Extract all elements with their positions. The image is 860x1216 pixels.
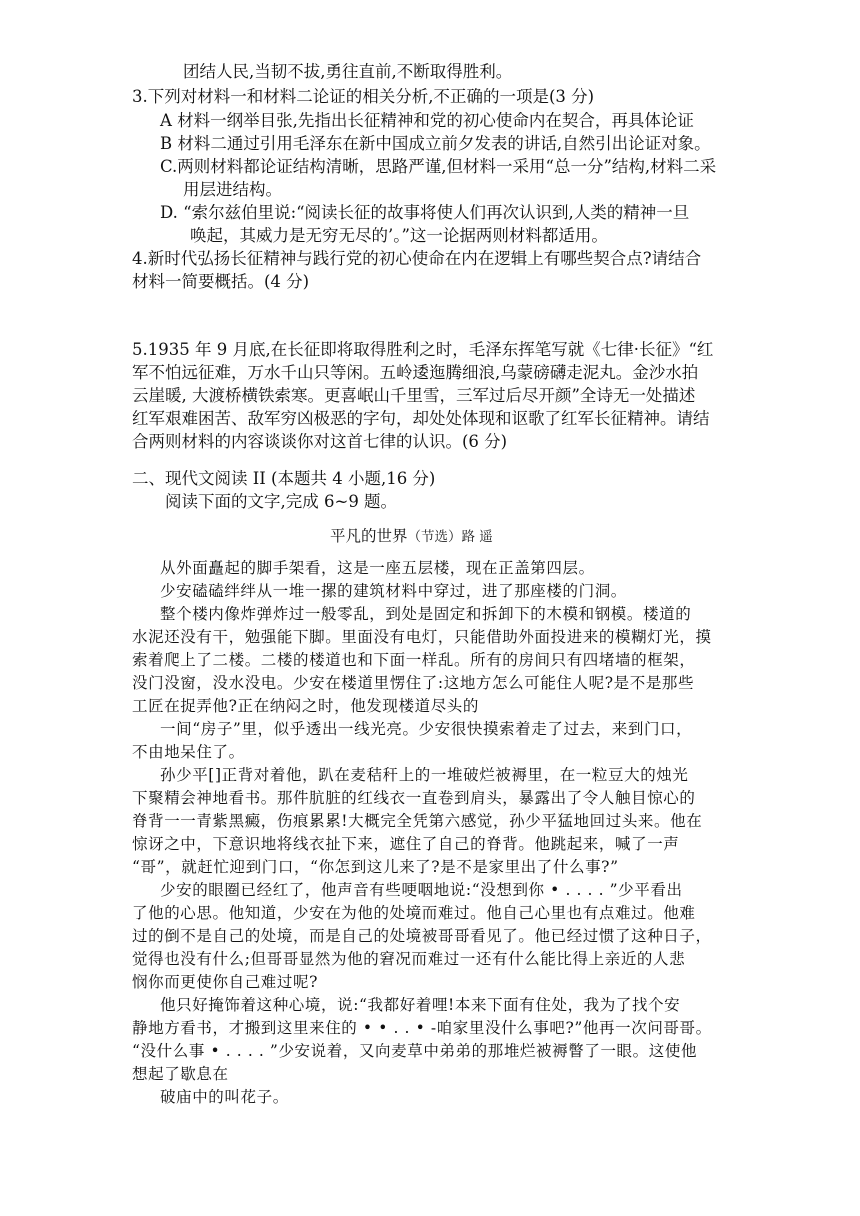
story-line: 惊讶之中，下意识地将线衣扯下来，遮住了自己的脊背。他跳起来，喊了一声 [132,835,680,853]
passage-title-main: 平凡的世界 [330,527,408,545]
q4-line-1: 4.新时代弘扬长征精神与践行党的初心使命在内在逻辑上有哪些契合点?请结合 [132,249,702,268]
q3-option-a: A 材料一纲举目张,先指出长征精神和党的初心使命内在契合，再具体论证 [160,111,694,130]
q3-option-c-cont: 用层进结构。 [183,180,282,199]
story-line: 破庙中的叫花子。 [160,1088,289,1106]
story-line: 想起了歇息在 [132,1065,229,1083]
q5-line-4: 红军艰难困苦、敌军穷凶极恶的字句，却处处体现和讴歌了红军长征精神。请结 [132,409,710,428]
passage-title [330,526,493,547]
story-line: 一间“房子”里，似乎透出一线光亮。少安很快摸索着走了过去，来到门口， [160,720,693,738]
story-line: 脊背一一青紫黑癜，伤痕累累!大概完全凭第六感觉，孙少平猛地回过头来。他在 [132,812,703,830]
story-line: 下聚精会神地看书。那件肮脏的红线衣一直卷到肩头，暴露出了令人触目惊心的 [132,789,696,807]
story-line: 没门没窗，没水没电。少安在楼道里愣住了:这地方怎么可能住人呢?是不是那些 [132,674,695,692]
story-line: “哥”，就赶忙迎到门口，“你怎到这儿来了?是不是家里出了什么事?” [132,858,619,876]
story-line: 他只好掩饰着这种心境，说:“我都好着哩!本来下面有住处，我为了找个安 [160,996,681,1014]
section-2-heading: 二、现代文阅读 II (本题共 4 小题,16 分) [132,469,436,488]
q5-line-5: 合两则材料的内容谈谈你对这首七律的认识。(6 分) [132,432,508,451]
story-line: 整个楼内像炸弹炸过一般零乱，到处是固定和拆卸下的木模和钢模。楼道的 [160,605,692,623]
q5-line-1: 5.1935 年 9 月底,在长征即将取得胜利之时，毛泽东挥笔写就《七律·长征》“红 [132,340,714,359]
story-line: 觉得也没有什么;但哥哥显然为他的窘况而难过一还有什么能比得上亲近的人悲 [132,950,686,968]
q3-stem: 3.下列对材料一和材料二论证的相关分析,不正确的一项是(3 分) [132,87,595,106]
q2-tail-line: 团结人民,当韧不拔,勇往直前,不断取得胜利。 [183,62,513,81]
section-2-instruction: 阅读下面的文字,完成 6~9 题。 [165,492,398,511]
story-line: 索着爬上了二楼。二楼的楼道也和下面一样乱。所有的房间只有四堵墙的框架， [132,651,696,669]
story-line: 静地方看书，才搬到这里来住的 • • . . • -咱家里没什么事吧?”他再一次问哥哥。 [132,1019,712,1037]
story-line: 少安磕磕绊绊从一堆一摞的建筑材料中穿过，进了那座楼的门洞。 [160,582,627,600]
story-line: 从外面矗起的脚手架看，这是一座五层楼，现在正盖第四层。 [160,559,595,577]
q3-option-d: D. “索尔兹伯里说:“阅读长征的故事将使人们再次认识到,人类的精神一旦 [160,203,690,222]
story-line: 了他的心思。他知道，少安在为他的处境而难过。他自己心里也有点难过。他难 [132,904,696,922]
q5-line-2: 军不怕远征难，万水千山只等闲。五岭逶迤腾细浪,乌蒙磅礴走泥丸。金沙水拍 [132,363,699,382]
story-line: 工匠在捉弄他?正在纳闷之时，他发现楼道尽头的 [132,697,480,715]
story-line: 不由地呆住了。 [132,743,245,761]
story-line: 孙少平[]正背对着他，趴在麦秸秆上的一堆破烂被褥里，在一粒豆大的烛光 [160,766,689,784]
passage-title-author: （节选）路 遥 [407,529,493,545]
q5-line-3: 云崖暖, 大渡桥横铁索寒。更喜岷山千里雪，三军过后尽开颜”全诗无一处描述 [132,386,696,405]
q3-option-d-cont: 唤起，其威力是无穷无尽的’。”这一论据两则材料都适用。 [190,226,608,245]
q4-line-2: 材料一简要概括。(4 分) [132,272,310,291]
story-line: 过的倒不是自己的处境，而是自己的处境被哥哥看见了。他已经过惯了这种日子， [132,927,712,945]
story-line: 悯你而更使你自己难过呢? [132,973,319,991]
story-line: “没什么事 • . . . . ”少安说着，又向麦草中弟弟的那堆烂被褥瞥了一眼。这使他 [132,1042,698,1060]
story-line: 少安的眼圈已经红了，他声音有些哽咽地说:“没想到你 • . . . . ”少平看出 [160,881,683,899]
q3-option-b: B 材料二通过引用毛泽东在新中国成立前夕发表的讲话,自然引出论证对象。 [160,134,711,153]
story-line: 水泥还没有干，勉强能下脚。里面没有电灯，只能借助外面投进来的模糊灯光，摸 [132,628,712,646]
q3-option-c: C.两则材料都论证结构清晰，思路严谨,但材料一采用“总一分”结构,材料二采 [160,157,717,176]
